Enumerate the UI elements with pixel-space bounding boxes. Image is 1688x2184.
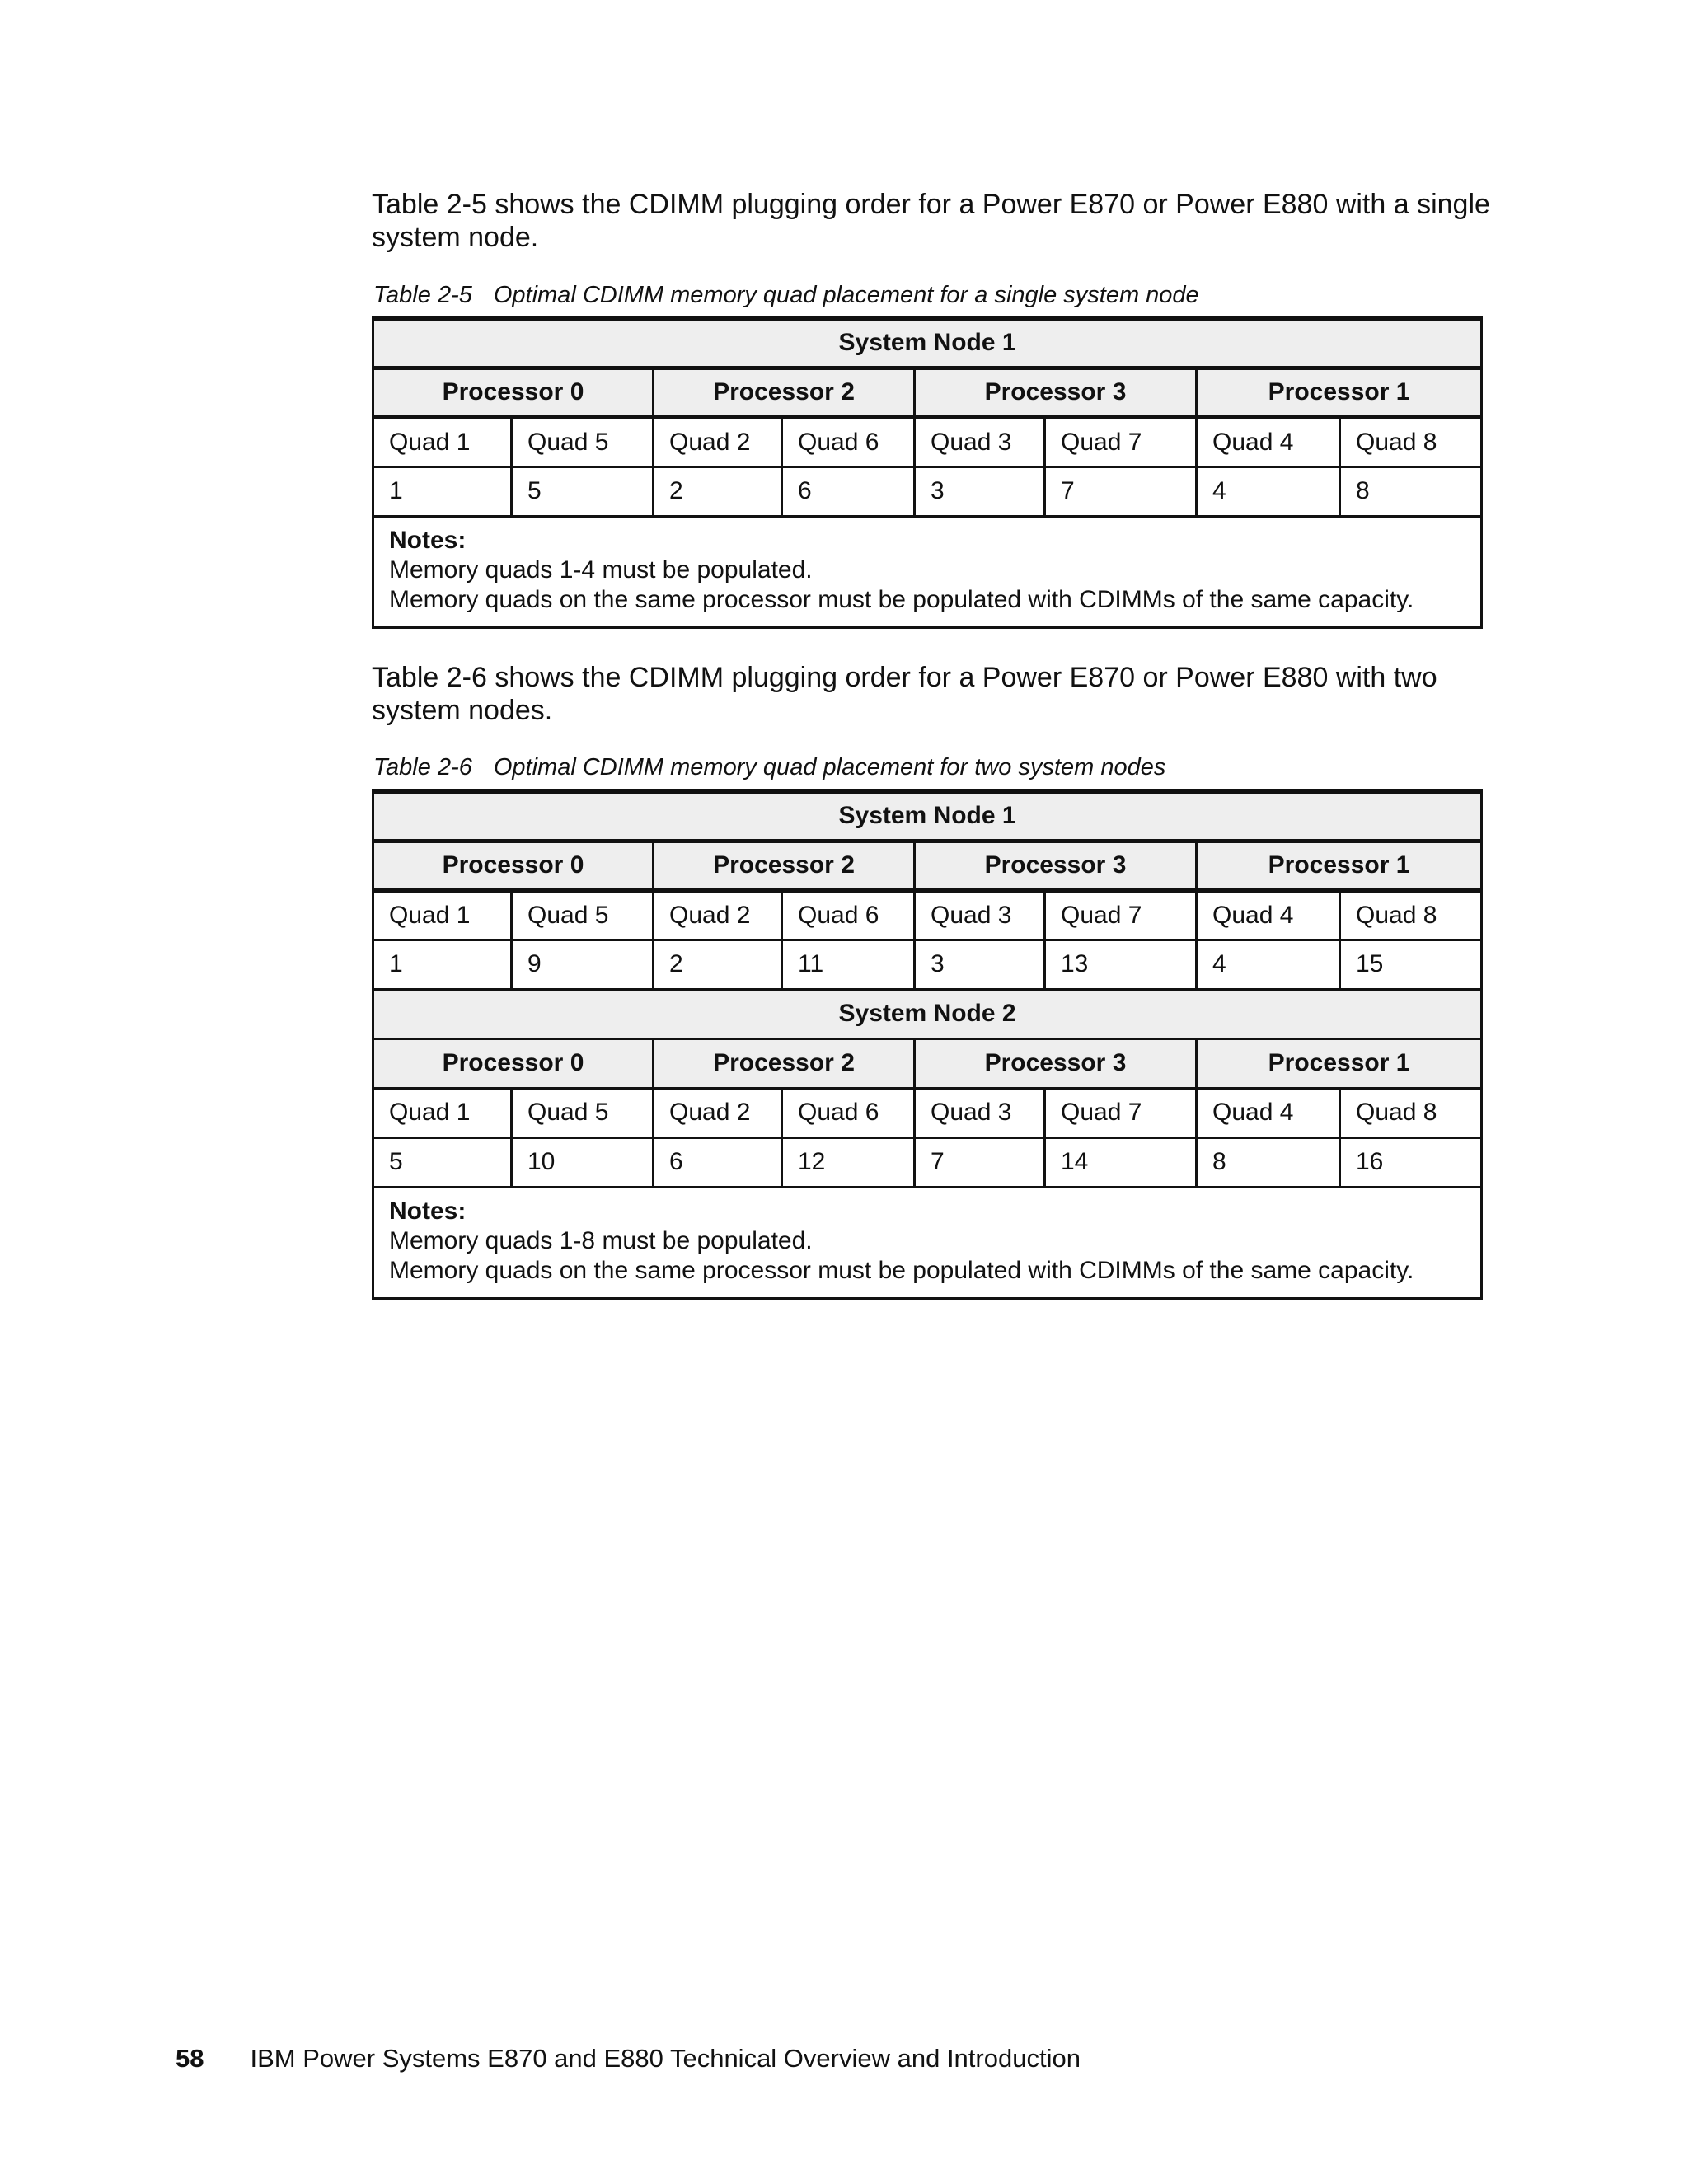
quad-cell: Quad 4 — [1197, 417, 1340, 466]
order-cell: 11 — [782, 940, 915, 989]
order-cell: 2 — [654, 940, 782, 989]
order-cell: 6 — [654, 1137, 782, 1187]
table-2-5-value-row — [373, 466, 1482, 516]
table-2-6-caption — [373, 754, 1165, 781]
order-cell: 16 — [1340, 1137, 1482, 1187]
table-2-5-quad-row — [373, 417, 1482, 466]
quad-cell: Quad 5 — [512, 417, 654, 466]
notes-title: Notes: — [389, 1197, 467, 1225]
order-cell: 1 — [373, 466, 512, 516]
quad-cell: Quad 5 — [512, 890, 654, 940]
note-line: Memory quads on the same processor must be populated with CDIMMs of the same capacity. — [389, 1256, 1414, 1284]
quad-cell: Quad 7 — [1045, 1088, 1197, 1137]
order-cell: 10 — [512, 1137, 654, 1187]
order-cell: 2 — [654, 466, 782, 516]
order-cell: 8 — [1197, 1137, 1340, 1187]
processor-header: Processor 3 — [915, 1038, 1197, 1088]
quad-cell: Quad 2 — [654, 1088, 782, 1137]
table-2-6-node1-row — [373, 791, 1482, 841]
table-2-6-notes-row — [373, 1187, 1482, 1298]
table-2-5 — [372, 316, 1483, 629]
table-2-5-caption-number: Table 2-5 — [373, 282, 472, 308]
table-2-6-caption-number: Table 2-6 — [373, 754, 472, 780]
note-line: Memory quads 1-4 must be populated. — [389, 555, 813, 583]
processor-header: Processor 0 — [373, 841, 654, 890]
system-node-2-header: System Node 2 — [373, 989, 1482, 1038]
quad-cell: Quad 6 — [782, 417, 915, 466]
order-cell: 8 — [1340, 466, 1482, 516]
quad-cell: Quad 8 — [1340, 1088, 1482, 1137]
quad-cell: Quad 1 — [373, 417, 512, 466]
processor-header: Processor 3 — [915, 841, 1197, 890]
quad-cell: Quad 7 — [1045, 417, 1197, 466]
order-cell: 5 — [512, 466, 654, 516]
order-cell: 3 — [915, 940, 1045, 989]
quad-cell: Quad 3 — [915, 1088, 1045, 1137]
table-2-6-node2-processor-row — [373, 1038, 1482, 1088]
processor-header: Processor 1 — [1197, 1038, 1482, 1088]
table-2-6-node2-quad-row — [373, 1088, 1482, 1137]
quad-cell: Quad 5 — [512, 1088, 654, 1137]
quad-cell: Quad 6 — [782, 1088, 915, 1137]
processor-header: Processor 2 — [654, 1038, 915, 1088]
system-node-1-header: System Node 1 — [373, 791, 1482, 841]
processor-header: Processor 1 — [1197, 841, 1482, 890]
page-footer — [176, 2044, 1081, 2074]
order-cell: 4 — [1197, 466, 1340, 516]
order-cell: 7 — [1045, 466, 1197, 516]
quad-cell: Quad 4 — [1197, 1088, 1340, 1137]
notes-title: Notes: — [389, 526, 467, 554]
table-2-6-node2-row — [373, 989, 1482, 1038]
table-2-5-notes-row — [373, 516, 1482, 627]
intro-paragraph-1: Table 2-5 shows the CDIMM plugging order for a Power E870 or Power E880 with a single system node. — [372, 189, 1490, 253]
quad-cell: Quad 2 — [654, 417, 782, 466]
order-cell: 6 — [782, 466, 915, 516]
table-2-5-caption-text: Optimal CDIMM memory quad placement for a single system node — [493, 282, 1199, 308]
quad-cell: Quad 3 — [915, 890, 1045, 940]
order-cell: 9 — [512, 940, 654, 989]
table-2-6-caption-text: Optimal CDIMM memory quad placement for two system nodes — [493, 754, 1166, 780]
order-cell: 1 — [373, 940, 512, 989]
book-title: IBM Power Systems E870 and E880 Technical Overview and Introduction — [250, 2044, 1081, 2073]
table-2-6-node2-value-row — [373, 1137, 1482, 1187]
page-number: 58 — [176, 2044, 204, 2073]
order-cell: 4 — [1197, 940, 1340, 989]
table-2-5-processor-row — [373, 368, 1482, 417]
table-2-6-node1-quad-row — [373, 890, 1482, 940]
quad-cell: Quad 2 — [654, 890, 782, 940]
processor-header: Processor 0 — [373, 1038, 654, 1088]
order-cell: 14 — [1045, 1137, 1197, 1187]
table-2-5-notes — [373, 516, 1482, 627]
quad-cell: Quad 6 — [782, 890, 915, 940]
table-2-5-node-row — [373, 318, 1482, 368]
order-cell: 15 — [1340, 940, 1482, 989]
quad-cell: Quad 4 — [1197, 890, 1340, 940]
note-line: Memory quads 1-8 must be populated. — [389, 1226, 813, 1254]
quad-cell: Quad 1 — [373, 890, 512, 940]
quad-cell: Quad 7 — [1045, 890, 1197, 940]
processor-header: Processor 3 — [915, 368, 1197, 417]
note-line: Memory quads on the same processor must be populated with CDIMMs of the same capacity. — [389, 585, 1414, 613]
processor-header: Processor 2 — [654, 841, 915, 890]
quad-cell: Quad 8 — [1340, 417, 1482, 466]
order-cell: 13 — [1045, 940, 1197, 989]
table-2-6 — [372, 789, 1483, 1300]
order-cell: 3 — [915, 466, 1045, 516]
quad-cell: Quad 1 — [373, 1088, 512, 1137]
processor-header: Processor 2 — [654, 368, 915, 417]
table-2-5-caption — [373, 282, 1199, 309]
quad-cell: Quad 8 — [1340, 890, 1482, 940]
table-2-6-notes — [373, 1187, 1482, 1298]
order-cell: 5 — [373, 1137, 512, 1187]
order-cell: 12 — [782, 1137, 915, 1187]
processor-header: Processor 0 — [373, 368, 654, 417]
processor-header: Processor 1 — [1197, 368, 1482, 417]
intro-paragraph-2: Table 2-6 shows the CDIMM plugging order for a Power E870 or Power E880 with two system nodes. — [372, 662, 1437, 726]
table-2-6-node1-processor-row — [373, 841, 1482, 890]
table-2-6-node1-value-row — [373, 940, 1482, 989]
order-cell: 7 — [915, 1137, 1045, 1187]
quad-cell: Quad 3 — [915, 417, 1045, 466]
system-node-1-header: System Node 1 — [373, 318, 1482, 368]
